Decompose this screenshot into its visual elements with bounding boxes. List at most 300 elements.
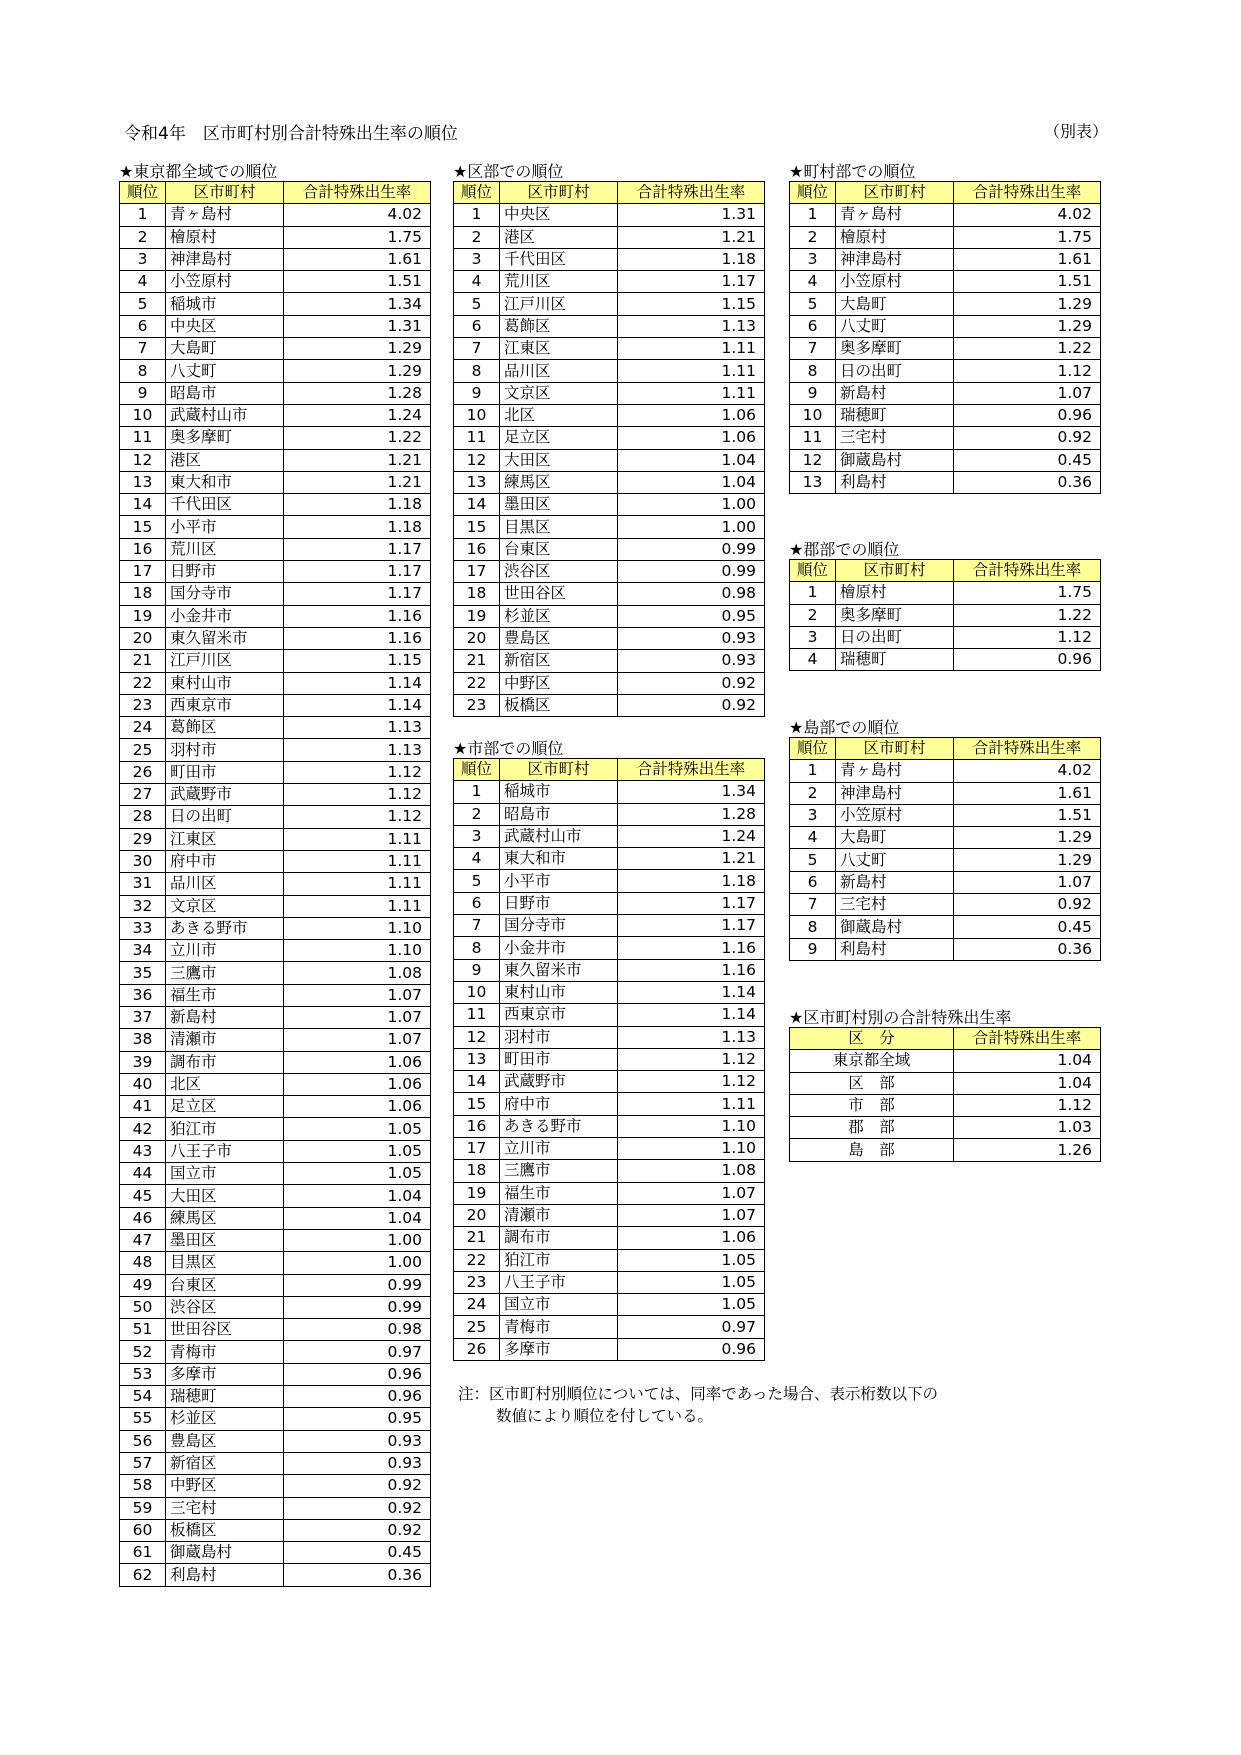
table-row (454, 494, 765, 516)
header-rank: 順位 (790, 738, 836, 760)
table-row (120, 1207, 431, 1229)
table-row (790, 449, 1101, 471)
table-row (120, 895, 431, 917)
rank-cell: 13 (454, 1048, 500, 1070)
rank-cell: 3 (454, 248, 500, 270)
rank-cell: 34 (120, 940, 166, 962)
name-cell: 稲城市 (166, 293, 284, 315)
name-cell: 府中市 (500, 1093, 618, 1115)
table-row (120, 1430, 431, 1452)
name-cell: 世田谷区 (500, 583, 618, 605)
table-row (120, 427, 431, 449)
name-cell: 狛江市 (500, 1249, 618, 1271)
rank-cell: 9 (790, 382, 836, 404)
header-row (790, 182, 1101, 204)
name-cell: 福生市 (500, 1182, 618, 1204)
name-cell: 多摩市 (166, 1363, 284, 1385)
table-row (454, 248, 765, 270)
table-row (790, 248, 1101, 270)
rate-cell: 1.00 (284, 1252, 431, 1274)
name-cell: 多摩市 (500, 1338, 618, 1360)
name-cell: 利島村 (166, 1564, 284, 1586)
rank-cell: 55 (120, 1408, 166, 1430)
table-row (790, 582, 1101, 604)
rate-cell: 0.97 (284, 1341, 431, 1363)
rate-cell: 1.34 (618, 781, 765, 803)
rank-cell: 14 (454, 1071, 500, 1093)
rank-cell: 57 (120, 1452, 166, 1474)
table-row (120, 583, 431, 605)
rank-cell: 22 (454, 672, 500, 694)
header-rate: 合計特殊出生率 (954, 1028, 1101, 1050)
table-row (454, 870, 765, 892)
rank-cell: 10 (454, 404, 500, 426)
rate-cell: 1.29 (954, 827, 1101, 849)
table-row (454, 471, 765, 493)
table-row (120, 338, 431, 360)
table-row (454, 981, 765, 1003)
name-cell: 瑞穂町 (836, 649, 954, 671)
name-cell: 青ヶ島村 (836, 760, 954, 782)
table-row (120, 538, 431, 560)
rate-cell: 1.75 (284, 226, 431, 248)
rate-cell: 1.31 (284, 315, 431, 337)
table-row (120, 516, 431, 538)
rank-cell: 19 (454, 605, 500, 627)
name-cell: 利島村 (836, 938, 954, 960)
rate-cell: 0.92 (284, 1519, 431, 1541)
rate-cell: 1.17 (284, 583, 431, 605)
name-cell: 中央区 (500, 204, 618, 226)
table-row (120, 1229, 431, 1251)
table-row (790, 938, 1101, 960)
rank-cell: 53 (120, 1363, 166, 1385)
rate-cell: 0.92 (954, 427, 1101, 449)
name-cell: 荒川区 (166, 538, 284, 560)
table-row (790, 204, 1101, 226)
name-cell: 三宅村 (836, 427, 954, 449)
name-cell: 大田区 (166, 1185, 284, 1207)
header-rate: 合計特殊出生率 (954, 560, 1101, 582)
name-cell: 中央区 (166, 315, 284, 337)
rate-cell: 1.13 (284, 717, 431, 739)
rate-cell: 1.07 (954, 382, 1101, 404)
table-row (454, 1115, 765, 1137)
table-row (120, 984, 431, 1006)
name-cell: 羽村市 (166, 739, 284, 761)
rank-cell: 4 (790, 271, 836, 293)
rank-cell: 43 (120, 1140, 166, 1162)
name-cell: 御蔵島村 (836, 449, 954, 471)
rank-cell: 60 (120, 1519, 166, 1541)
name-cell: 千代田区 (500, 248, 618, 270)
table-row (790, 604, 1101, 626)
rate-cell: 1.15 (618, 293, 765, 315)
rank-cell: 7 (790, 338, 836, 360)
name-cell: 練馬区 (500, 471, 618, 493)
rate-cell: 1.04 (618, 471, 765, 493)
block-ku (453, 162, 765, 717)
name-cell: 東大和市 (500, 848, 618, 870)
table-row (790, 916, 1101, 938)
ranking-table (789, 737, 1101, 961)
name-cell: 昭島市 (500, 803, 618, 825)
name-cell: 新島村 (836, 382, 954, 404)
table-row (790, 760, 1101, 782)
rank-cell: 14 (120, 494, 166, 516)
table-row (454, 1048, 765, 1070)
rank-cell: 12 (790, 449, 836, 471)
rate-cell: 0.96 (284, 1386, 431, 1408)
rate-cell: 1.75 (954, 582, 1101, 604)
rank-cell: 16 (454, 538, 500, 560)
rank-cell: 6 (790, 315, 836, 337)
table-row (790, 649, 1101, 671)
rate-cell: 1.07 (284, 984, 431, 1006)
header-name: 区市町村 (836, 182, 954, 204)
name-cell: 杉並区 (500, 605, 618, 627)
block-title-all: ★東京都全域での順位 (119, 162, 278, 181)
table-row (454, 892, 765, 914)
table-row (120, 1319, 431, 1341)
table-row (120, 1185, 431, 1207)
rate-cell: 1.11 (284, 850, 431, 872)
name-cell: 小金井市 (166, 605, 284, 627)
header-rank: 順位 (120, 182, 166, 204)
block-gun (789, 540, 1101, 671)
name-cell: 日の出町 (836, 626, 954, 648)
rank-cell: 2 (790, 782, 836, 804)
rate-cell: 1.00 (618, 516, 765, 538)
name-cell: 八丈町 (166, 360, 284, 382)
ranking-table (789, 1027, 1101, 1162)
rank-cell: 58 (120, 1475, 166, 1497)
rank-cell: 12 (120, 449, 166, 471)
rate-cell: 1.13 (284, 739, 431, 761)
name-cell: 三鷹市 (166, 962, 284, 984)
rate-cell: 1.04 (954, 1050, 1101, 1072)
rate-cell: 1.04 (284, 1207, 431, 1229)
page-title: 令和4年 区市町村別合計特殊出生率の順位 (124, 124, 458, 144)
name-cell: 調布市 (166, 1051, 284, 1073)
table-row (120, 1363, 431, 1385)
rate-cell: 1.12 (284, 784, 431, 806)
rank-cell: 42 (120, 1118, 166, 1140)
rank-cell: 1 (454, 204, 500, 226)
name-cell: 新宿区 (166, 1452, 284, 1474)
rank-cell: 20 (454, 627, 500, 649)
rank-cell: 7 (454, 338, 500, 360)
rank-cell: 27 (120, 784, 166, 806)
block-title-tou: ★島部での順位 (789, 718, 900, 737)
name-cell: 文京区 (166, 895, 284, 917)
rate-cell: 1.17 (284, 538, 431, 560)
rate-cell: 1.21 (618, 848, 765, 870)
name-cell: 文京区 (500, 382, 618, 404)
rate-cell: 1.26 (954, 1139, 1101, 1161)
header-rate: 合計特殊出生率 (618, 759, 765, 781)
rank-cell: 59 (120, 1497, 166, 1519)
rate-cell: 1.51 (954, 271, 1101, 293)
rank-cell: 17 (454, 1138, 500, 1160)
rank-cell: 18 (454, 1160, 500, 1182)
table-row (790, 626, 1101, 648)
header-rate: 合計特殊出生率 (618, 182, 765, 204)
rate-cell: 1.29 (954, 315, 1101, 337)
ranking-table (453, 181, 765, 717)
rank-cell: 5 (454, 293, 500, 315)
rate-cell: 1.05 (284, 1118, 431, 1140)
rate-cell: 1.12 (954, 1094, 1101, 1116)
rate-cell: 1.13 (618, 1026, 765, 1048)
name-cell: 墨田区 (166, 1229, 284, 1251)
name-cell: 御蔵島村 (836, 916, 954, 938)
rank-cell: 52 (120, 1341, 166, 1363)
table-row (454, 516, 765, 538)
table-row (120, 1274, 431, 1296)
rate-cell: 1.07 (284, 1006, 431, 1028)
table-row (454, 1227, 765, 1249)
rank-cell: 8 (790, 916, 836, 938)
table-row (120, 1497, 431, 1519)
rate-cell: 1.61 (954, 782, 1101, 804)
rate-cell: 0.99 (618, 561, 765, 583)
rate-cell: 1.11 (618, 360, 765, 382)
rate-cell: 1.06 (284, 1073, 431, 1095)
rate-cell: 4.02 (954, 204, 1101, 226)
rate-cell: 0.96 (954, 404, 1101, 426)
rate-cell: 1.04 (954, 1072, 1101, 1094)
table-row (454, 561, 765, 583)
table-row (454, 1316, 765, 1338)
table-row (790, 782, 1101, 804)
name-cell: 板橋区 (500, 694, 618, 716)
header-row (790, 560, 1101, 582)
footnote-line-2: 数値により順位を付している。 (496, 1407, 714, 1425)
rank-cell: 26 (454, 1338, 500, 1360)
table-row (790, 1050, 1101, 1072)
name-cell: 新島村 (836, 871, 954, 893)
name-cell: 西東京市 (500, 1004, 618, 1026)
rank-cell: 41 (120, 1096, 166, 1118)
name-cell: 日野市 (500, 892, 618, 914)
name-cell: 八王子市 (500, 1271, 618, 1293)
table-row (790, 271, 1101, 293)
rate-cell: 0.97 (618, 1316, 765, 1338)
name-cell: 青梅市 (500, 1316, 618, 1338)
name-cell: 千代田区 (166, 494, 284, 516)
rank-cell: 4 (120, 271, 166, 293)
name-cell: 大島町 (836, 827, 954, 849)
table-row (120, 1096, 431, 1118)
table-row (454, 1160, 765, 1182)
rate-cell: 1.12 (954, 360, 1101, 382)
rank-cell: 1 (454, 781, 500, 803)
table-row (454, 1182, 765, 1204)
table-row (454, 672, 765, 694)
table-row (120, 1519, 431, 1541)
header-name: 区市町村 (836, 560, 954, 582)
name-cell: 渋谷区 (500, 561, 618, 583)
rate-cell: 1.61 (954, 248, 1101, 270)
rank-cell: 25 (120, 739, 166, 761)
table-row (790, 849, 1101, 871)
name-cell: 東久留米市 (166, 627, 284, 649)
name-cell: 立川市 (166, 940, 284, 962)
rate-cell: 1.06 (284, 1096, 431, 1118)
rate-cell: 1.16 (284, 605, 431, 627)
rank-cell: 44 (120, 1163, 166, 1185)
name-cell: 武蔵村山市 (166, 404, 284, 426)
rate-cell: 1.11 (284, 828, 431, 850)
name-cell: 板橋区 (166, 1519, 284, 1541)
table-row (454, 848, 765, 870)
rate-cell: 1.61 (284, 248, 431, 270)
rank-cell: 47 (120, 1229, 166, 1251)
rank-cell: 4 (454, 848, 500, 870)
rate-cell: 1.16 (618, 937, 765, 959)
name-cell: 三鷹市 (500, 1160, 618, 1182)
table-row (790, 338, 1101, 360)
rate-cell: 1.00 (618, 494, 765, 516)
table-row (454, 360, 765, 382)
table-row (120, 1029, 431, 1051)
block-chouson (789, 162, 1101, 494)
rate-cell: 1.08 (284, 962, 431, 984)
header-name: 区市町村 (836, 738, 954, 760)
rank-cell: 40 (120, 1073, 166, 1095)
table-row (454, 1138, 765, 1160)
table-row (120, 271, 431, 293)
table-row (454, 315, 765, 337)
table-row (454, 538, 765, 560)
name-cell: 清瀬市 (500, 1204, 618, 1226)
rate-cell: 1.12 (618, 1048, 765, 1070)
rank-cell: 38 (120, 1029, 166, 1051)
rank-cell: 54 (120, 1386, 166, 1408)
table-row (120, 404, 431, 426)
name-cell: 檜原村 (836, 582, 954, 604)
table-row (120, 917, 431, 939)
table-row (454, 204, 765, 226)
table-row (120, 226, 431, 248)
rank-cell: 14 (454, 494, 500, 516)
table-row (454, 937, 765, 959)
header-name: 区市町村 (500, 182, 618, 204)
header-row (790, 1028, 1101, 1050)
rate-cell: 1.29 (284, 360, 431, 382)
name-cell: 八丈町 (836, 849, 954, 871)
table-row (454, 1093, 765, 1115)
rank-cell: 6 (454, 892, 500, 914)
rank-cell: 5 (120, 293, 166, 315)
name-cell: 東久留米市 (500, 959, 618, 981)
rate-cell: 1.29 (954, 849, 1101, 871)
rate-cell: 0.92 (284, 1497, 431, 1519)
table-row (120, 739, 431, 761)
table-row (790, 1139, 1101, 1161)
name-cell: 武蔵野市 (166, 784, 284, 806)
rank-cell: 21 (454, 1227, 500, 1249)
rate-cell: 1.14 (284, 672, 431, 694)
rank-cell: 16 (454, 1115, 500, 1137)
rank-cell: 11 (120, 427, 166, 449)
rate-cell: 1.12 (284, 761, 431, 783)
header-rank: 順位 (454, 759, 500, 781)
rate-cell: 0.36 (954, 938, 1101, 960)
block-title-gun: ★郡部での順位 (789, 540, 900, 559)
rank-cell: 61 (120, 1542, 166, 1564)
name-cell: 日の出町 (166, 806, 284, 828)
rate-cell: 1.06 (618, 404, 765, 426)
rank-cell: 28 (120, 806, 166, 828)
name-cell: 小平市 (500, 870, 618, 892)
rate-cell: 1.21 (284, 449, 431, 471)
rank-cell: 21 (120, 650, 166, 672)
name-cell: 清瀬市 (166, 1029, 284, 1051)
rate-cell: 1.12 (618, 1071, 765, 1093)
table-row (454, 1294, 765, 1316)
rank-cell: 2 (120, 226, 166, 248)
table-row (120, 293, 431, 315)
rank-cell: 17 (120, 561, 166, 583)
table-row (790, 404, 1101, 426)
rate-cell: 0.92 (284, 1475, 431, 1497)
name-cell: 目黒区 (166, 1252, 284, 1274)
name-cell: 杉並区 (166, 1408, 284, 1430)
rate-cell: 1.05 (618, 1249, 765, 1271)
name-cell: 江戸川区 (166, 650, 284, 672)
table-row (454, 1271, 765, 1293)
header-row (454, 182, 765, 204)
name-cell: 三宅村 (836, 894, 954, 916)
ranking-table (119, 181, 431, 1587)
footnote-line-1: 注：区市町村別順位については、同率であった場合、表示桁数以下の (458, 1385, 939, 1403)
name-cell: 港区 (166, 449, 284, 471)
block-all (119, 162, 431, 1587)
name-cell: 大田区 (500, 449, 618, 471)
rank-cell: 36 (120, 984, 166, 1006)
table-row (120, 873, 431, 895)
rate-cell: 1.12 (284, 806, 431, 828)
attachment-label: （別表） (1044, 122, 1109, 141)
table-row (790, 360, 1101, 382)
rank-cell: 15 (120, 516, 166, 538)
table-row (120, 717, 431, 739)
rate-cell: 1.11 (618, 338, 765, 360)
table-row (454, 427, 765, 449)
rank-cell: 30 (120, 850, 166, 872)
rank-cell: 24 (120, 717, 166, 739)
rank-cell: 29 (120, 828, 166, 850)
table-row (454, 959, 765, 981)
rank-cell: 8 (454, 937, 500, 959)
rate-cell: 0.36 (284, 1564, 431, 1586)
rank-cell: 11 (790, 427, 836, 449)
name-cell: 東村山市 (166, 672, 284, 694)
rate-cell: 1.00 (284, 1229, 431, 1251)
rate-cell: 1.21 (618, 226, 765, 248)
rate-cell: 1.14 (618, 1004, 765, 1026)
rate-cell: 1.18 (284, 516, 431, 538)
rate-cell: 0.92 (954, 894, 1101, 916)
rate-cell: 1.51 (954, 804, 1101, 826)
rank-cell: 23 (454, 1271, 500, 1293)
rate-cell: 0.96 (284, 1363, 431, 1385)
header-name: 区市町村 (166, 182, 284, 204)
table-row (454, 293, 765, 315)
name-cell: 小金井市 (500, 937, 618, 959)
